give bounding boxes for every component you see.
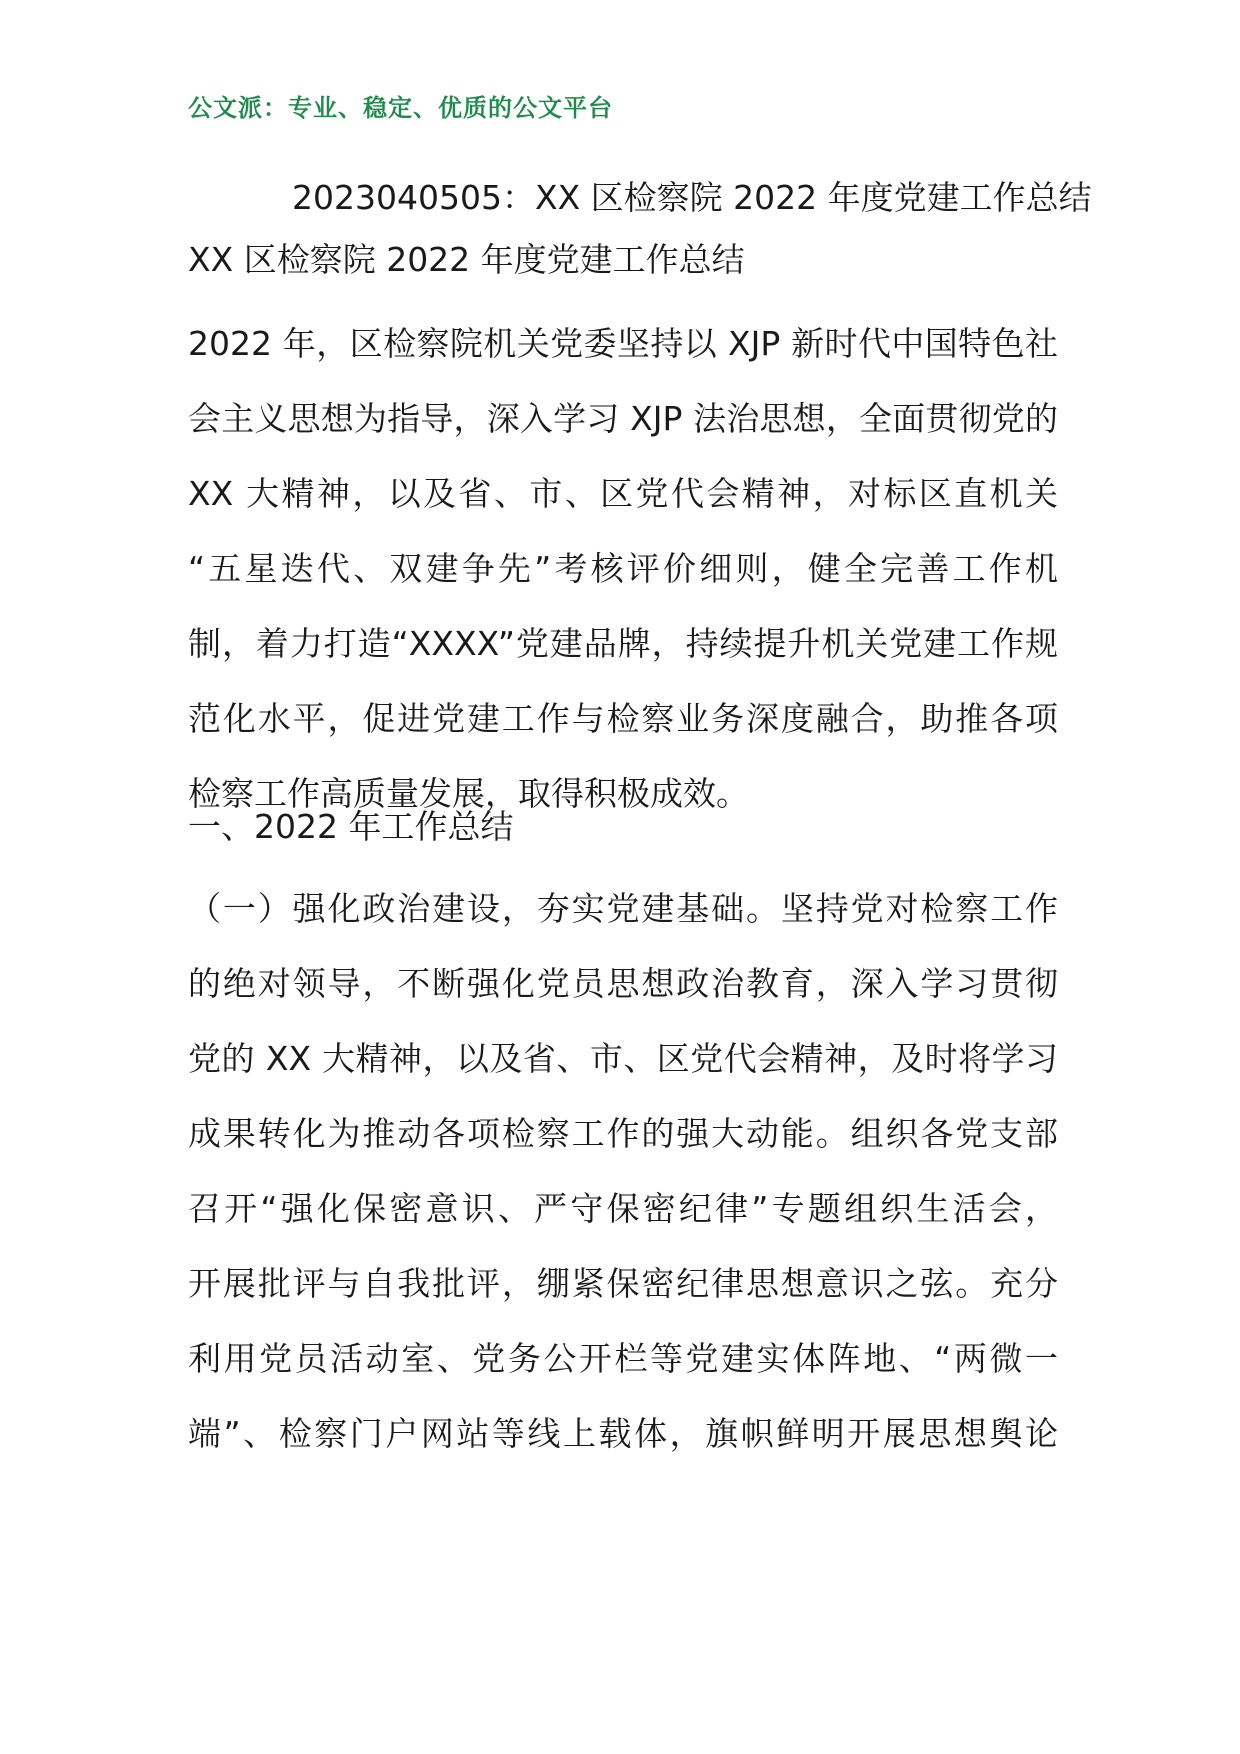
section-paragraph	[188, 871, 1058, 1471]
section-heading-block	[188, 789, 1058, 864]
site-banner-text: 公文派：专业、稳定、优质的公文平台	[188, 94, 613, 122]
document-subtitle: XX 区检察院 2022 年度党建工作总结	[188, 240, 745, 279]
paragraph-line: XX 大精神，以及省、市、区党代会精神，对标区直机关	[188, 474, 1058, 513]
paragraph-line: 成果转化为推动各项检察工作的强大动能。组织各党支部	[188, 1114, 1058, 1153]
paragraph-line: 利用党员活动室、党务公开栏等党建实体阵地、“两微一	[188, 1339, 1058, 1378]
document-subtitle-block	[188, 222, 1058, 297]
paragraph-line: 制，着力打造“XXXX”党建品牌，持续提升机关党建工作规	[188, 624, 1058, 663]
paragraph-line: 党的 XX 大精神，以及省、市、区党代会精神，及时将学习	[188, 1039, 1058, 1078]
paragraph-line: 召开“强化保密意识、严守保密纪律”专题组织生活会，	[188, 1189, 1058, 1228]
paragraph-line: 端”、检察门户网站等线上载体，旗帜鲜明开展思想舆论	[188, 1414, 1058, 1453]
paragraph-line: 2022 年，区检察院机关党委坚持以 XJP 新时代中国特色社	[188, 324, 1058, 363]
paragraph-line: 范化水平，促进党建工作与检察业务深度融合，助推各项	[188, 699, 1058, 738]
paragraph-line: “五星迭代、双建争先”考核评价细则，健全完善工作机	[188, 549, 1058, 588]
paragraph-line: 的绝对领导，不断强化党员思想政治教育，深入学习贯彻	[188, 964, 1058, 1003]
paragraph-line: 检察工作高质量发展，取得积极成效。	[188, 774, 749, 813]
paragraph-line: （一）强化政治建设，夯实党建基础。坚持党对检察工作	[188, 889, 1058, 928]
paragraph-line: 会主义思想为指导，深入学习 XJP 法治思想，全面贯彻党的	[188, 399, 1058, 438]
paragraph-line: 开展批评与自我批评，绷紧保密纪律思想意识之弦。充分	[188, 1264, 1058, 1303]
intro-paragraph	[188, 306, 1058, 831]
section-heading: 一、2022 年工作总结	[188, 807, 514, 846]
document-title: 2023040505：XX 区检察院 2022 年度党建工作总结	[292, 178, 1092, 217]
